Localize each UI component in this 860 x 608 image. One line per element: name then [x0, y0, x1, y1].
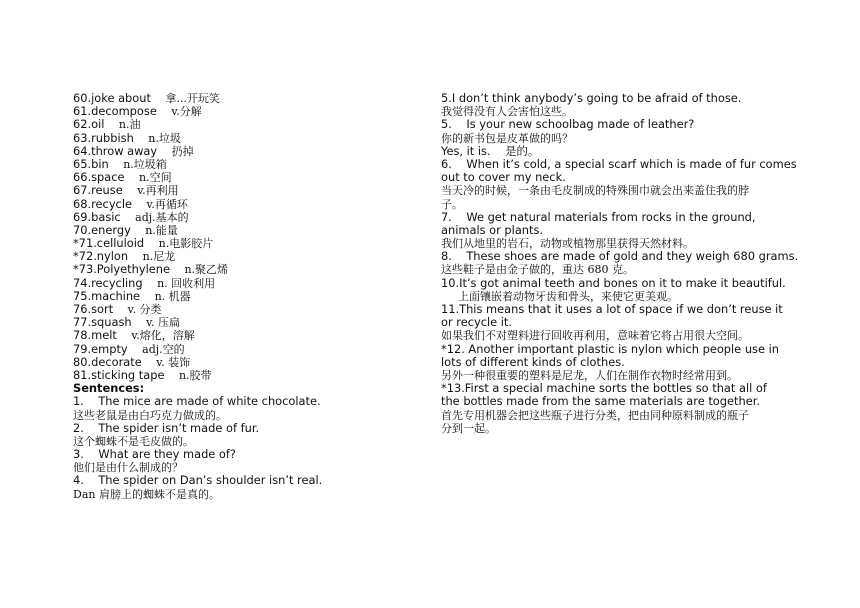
- vocab-word: 77.squash: [73, 315, 132, 330]
- left-sentence-list: [73, 395, 333, 501]
- sentence-chinese: 子。: [441, 197, 463, 211]
- vocab-meaning: v.分解: [171, 105, 202, 119]
- sentence-english: animals or plants.: [441, 222, 544, 237]
- sentence-chinese: 这些鞋子是由金子做的，重达 680 克。: [441, 263, 634, 277]
- vocab-meaning: 扔掉: [171, 144, 194, 158]
- vocab-meaning: adj.空的: [142, 342, 185, 356]
- sentence-chinese: 你的新书包是皮革做的吗？: [441, 131, 573, 145]
- vocab-meaning: v.再利用: [137, 184, 179, 198]
- sentence-chinese: 如果我们不对塑料进行回收再利用，意味着它将占用很大空间。: [441, 329, 749, 343]
- sentence-chinese: 他们是由什么制成的？: [73, 461, 183, 475]
- sentence-chinese: 这些老鼠是由白巧克力做成的。: [73, 408, 227, 422]
- vocab-meaning: n. 机器: [154, 289, 191, 303]
- sentence-chinese: 首先专用机器会把这些瓶子进行分类，把由同种原料制成的瓶子: [441, 408, 749, 422]
- sentences-heading: Sentences:: [73, 381, 145, 396]
- vocab-word: 61.decompose: [73, 104, 157, 119]
- vocab-word: 80.decorate: [73, 354, 142, 369]
- vocab-word: 68.recycle: [73, 196, 132, 211]
- vocab-word: 65.bin: [73, 156, 109, 171]
- vocab-word: 75.machine: [73, 288, 141, 303]
- sentence-english: 4. The spider on Dan’s shoulder isn’t real.: [73, 473, 323, 488]
- sentence-chinese: Dan 肩膀上的蜘蛛不是真的。: [73, 487, 220, 501]
- vocab-meaning: v. 装饰: [156, 355, 191, 369]
- vocab-meaning: n.能量: [145, 223, 178, 237]
- vocab-word: 67.reuse: [73, 183, 123, 198]
- vocab-word: 66.space: [73, 170, 125, 185]
- vocab-meaning: n.垃圾箱: [123, 157, 167, 171]
- sentence-english: 5. Is your new schoolbag made of leather?: [441, 117, 695, 132]
- sentence-english: 10.It’s got animal teeth and bones on it to make it beautiful.: [441, 275, 786, 290]
- vocab-word: *72.nylon: [73, 249, 129, 264]
- vocab-word: 69.basic: [73, 209, 121, 224]
- vocab-meaning: n.尼龙: [142, 250, 176, 264]
- sentence-chinese: 当天冷的时候，一条由毛皮制成的特殊围巾就会出来盖住我的脖: [441, 184, 749, 198]
- vocab-meaning: n.电影胶片: [158, 237, 214, 251]
- vocab-meaning: n.聚乙烯: [184, 263, 229, 277]
- vocab-meaning: n.油: [118, 118, 141, 132]
- vocab-meaning: n. 回收利用: [157, 276, 216, 290]
- sentence-chinese: 我觉得没有人会害怕这些。: [441, 105, 573, 119]
- vocab-word: 64.throw away: [73, 143, 158, 158]
- right-column: [441, 91, 799, 435]
- sentence-english: the bottles made from the same materials are together.: [441, 394, 760, 409]
- vocab-word: *73.Polyethylene: [73, 262, 170, 277]
- vocab-word: 62.oil: [73, 117, 105, 132]
- sentence-english: 7. We get natural materials from rocks in the ground,: [441, 209, 756, 224]
- sentence-english: lots of different kinds of clothes.: [441, 354, 625, 369]
- vocab-meaning: v. 分类: [127, 303, 162, 316]
- vocab-word: 60.joke about: [73, 91, 151, 105]
- vocab-meaning: v.熔化，溶解: [131, 329, 195, 343]
- sentence-english: 6. When it’s cold, a special scarf which is made of fur comes: [441, 156, 797, 171]
- sentence-english: 8. These shoes are made of gold and they weigh 680 grams.: [441, 249, 799, 264]
- sentence-english: out to cover my neck.: [441, 170, 566, 185]
- sentence-english: 11.This means that it uses a lot of space if we don’t reuse it: [441, 302, 783, 316]
- sentence-english: 5.I don’t think anybody’s going to be afraid of those.: [441, 91, 742, 105]
- vocab-meaning: n.垃圾: [148, 131, 181, 145]
- vocabulary-list: [73, 92, 333, 382]
- sentence-english: *13.First a special machine sorts the bottles so that all of: [441, 381, 767, 396]
- sentence-chinese: 这个蜘蛛不是毛皮做的。: [73, 434, 194, 448]
- vocab-meaning: n.胶带: [178, 368, 212, 382]
- sentence-chinese: 我们从地里的岩石，动物或植物那里获得天然材料。: [441, 237, 694, 251]
- vocab-meaning: v.再循环: [146, 197, 188, 211]
- vocab-word: 78.melt: [73, 328, 117, 343]
- sentence-chinese: 分到一起。: [441, 421, 496, 435]
- sentence-english: or recycle it.: [441, 315, 513, 330]
- sentence-chinese: 上面镶嵌着动物牙齿和骨头，来使它更美观。: [458, 289, 678, 303]
- vocab-word: 70.energy: [73, 222, 131, 237]
- vocab-word: *71.celluloid: [73, 236, 145, 251]
- vocab-meaning: adj.基本的: [135, 210, 189, 224]
- sentence-english: Yes, it is. 是的。: [441, 143, 540, 158]
- vocab-word: 76.sort: [73, 302, 114, 316]
- vocab-word: 63.rubbish: [73, 130, 134, 145]
- vocab-meaning: v. 压扁: [146, 316, 181, 330]
- sentence-chinese: 另外一种很重要的塑料是尼龙，人们在制作衣物时经常用到。: [441, 368, 738, 382]
- vocab-word: 81.sticking tape: [73, 367, 165, 382]
- sentence-english: *12. Another important plastic is nylon which people use in: [441, 341, 779, 356]
- vocab-word: 79.empty: [73, 341, 128, 356]
- vocab-meaning: n.空间: [139, 171, 172, 185]
- left-column: [73, 92, 333, 501]
- vocab-word: 74.recycling: [73, 275, 143, 290]
- right-sentence-list: [441, 91, 799, 435]
- vocab-meaning: 拿...开玩笑: [165, 92, 220, 105]
- sentence-english: 3. What are they made of?: [73, 447, 236, 462]
- sentence-english: 2. The spider isn’t made of fur.: [73, 420, 260, 435]
- sentence-english: 1. The mice are made of white chocolate.: [73, 394, 321, 409]
